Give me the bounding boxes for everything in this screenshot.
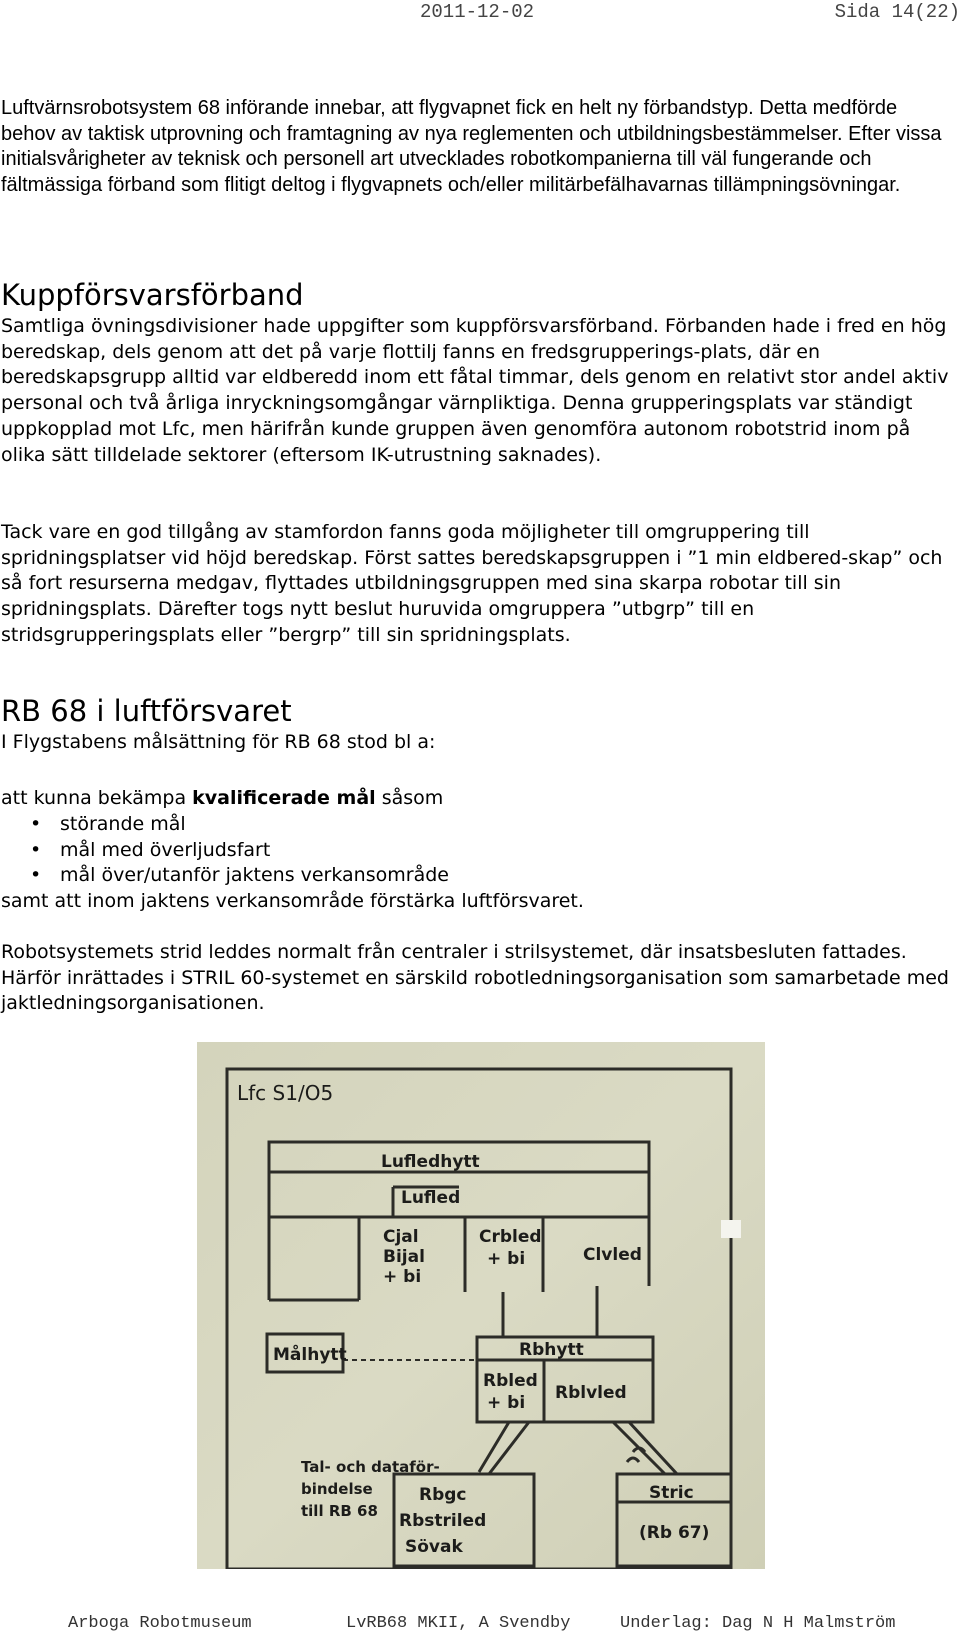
- diagram-title: Lfc S1/O5: [237, 1081, 334, 1105]
- kupp-paragraph-2: Tack vare en god tillgång av stamfordon fanns goda möjligheter till omgruppering till spridningsplatser vid höjd beredskap. Först sattes beredskapsgruppen i ”1 min eldbered-skap” och så fort resurserna medgav, flyttades utbildningsgruppen med sina skarpa robotar till sin spridningsplats. Därefter togs nytt beslut huruvida omgruppera ”utbgrp” till en stridsgrupperingsplats eller ”bergrp” till sin spridningsplats.: [1, 521, 943, 646]
- heading-kuppforsvarsforband: Kuppförsvarsförband: [1, 278, 304, 312]
- target-bullet-list: [0, 812, 449, 889]
- organisation-diagram-photo: [197, 1042, 765, 1569]
- header-page-number: Sida 14(22): [834, 1, 960, 23]
- footer-left: Arboga Robotmuseum: [68, 1614, 252, 1633]
- rbled-label-2: + bi: [487, 1393, 526, 1413]
- rb68-lead-prefix: att kunna bekämpa: [1, 787, 193, 809]
- bullet-item: • störande mål: [0, 812, 449, 838]
- tal-label-2: bindelse: [301, 1480, 373, 1498]
- rb68-paragraph-3: Robotsystemets strid leddes normalt från centraler i strilsystemet, där insatsbesluten fattades. Härför inrättades i STRIL 60-systemet en särskild robotledningsorganisation som samarbetade med jaktledningsorganisationen.: [1, 941, 949, 1015]
- rbhytt-label: Rbhytt: [519, 1340, 584, 1360]
- header-date: 2011-12-02: [420, 1, 535, 23]
- bullet-item: • mål med överljudsfart: [0, 838, 449, 864]
- stric-label-2: (Rb 67): [639, 1523, 710, 1543]
- lufled-label: Lufled: [401, 1188, 461, 1208]
- crbled-label-1: Crbled: [479, 1227, 542, 1247]
- rb68-lead-bold: kvalificerade mål: [192, 787, 376, 809]
- page-footer: [0, 1614, 960, 1638]
- page-header: [0, 0, 960, 26]
- rbgc-label-1: Rbgc: [419, 1485, 467, 1505]
- stric-label-1: Stric: [649, 1483, 694, 1503]
- crbled-label-2: + bi: [487, 1249, 526, 1269]
- footer-right: Underlag: Dag N H Malmström: [620, 1614, 896, 1633]
- tal-label-3: till RB 68: [301, 1502, 378, 1520]
- rb68-lead-line: [1, 786, 951, 812]
- rb68-intro: I Flygstabens målsättning för RB 68 stod bl a:: [1, 731, 436, 753]
- clvled-label: Clvled: [583, 1245, 642, 1265]
- cjal-label-1: Cjal: [383, 1227, 419, 1247]
- rbgc-label-3: Sövak: [405, 1537, 463, 1557]
- lufledhytt-label: Lufledhytt: [381, 1152, 480, 1172]
- kupp-paragraph-1: Samtliga övningsdivisioner hade uppgifter som kuppförsvarsförband. Förbanden hade i fred en hög beredskap, dels genom att det på varje flottilj fanns en fredsgrupperings-plats, där en beredskapsgrupp alltid var eldberedd inom ett fåtal timmar, dels genom en relativt stor andel aktiv personal och två årliga inryckningsomgångar värnpliktiga. Denna grupperingsplats var ständigt uppkopplad mot Lfc, men härifrån kunde gruppen även genomföra autonom robotstrid inom på olika sätt tilldelade sektorer (eftersom IK-utrustning saknades).: [1, 315, 949, 466]
- rb68-after-line: samt att inom jaktens verkansområde förstärka luftförsvaret.: [1, 890, 584, 912]
- rblvled-label: Rblvled: [555, 1383, 627, 1403]
- organisation-diagram: [197, 1042, 765, 1569]
- footer-middle: LvRB68 MKII, A Svendby: [346, 1614, 571, 1633]
- intro-paragraph: Luftvärnsrobotsystem 68 införande innebar, att flygvapnet fick en helt ny förbandstyp. Detta medförde behov av taktisk utprovning och framtagning av nya reglementen och utbildningsbestämmelser. Efter vissa initialsvårigheter av teknisk och personell art utvecklades robotkompanierna till väl fungerande och fältmässiga förband som flitigt deltog i flygvapnets och/eller militärbefälhavarnas tillämpningsövningar.: [1, 97, 942, 197]
- photo-specular-highlight: [721, 1220, 741, 1238]
- rbled-label-1: Rbled: [483, 1371, 538, 1391]
- rb68-lead-suffix: såsom: [375, 787, 444, 809]
- bullet-item: • mål över/utanför jaktens verkansområde: [0, 863, 449, 889]
- cjal-label-3: + bi: [383, 1267, 422, 1287]
- cjal-label-2: Bijal: [383, 1247, 425, 1267]
- malhytt-label: Målhytt: [273, 1345, 347, 1365]
- tal-label-1: Tal- och dataför-: [301, 1458, 440, 1476]
- rbgc-label-2: Rbstriled: [399, 1511, 487, 1531]
- heading-rb68-luftforsvaret: RB 68 i luftförsvaret: [1, 694, 292, 728]
